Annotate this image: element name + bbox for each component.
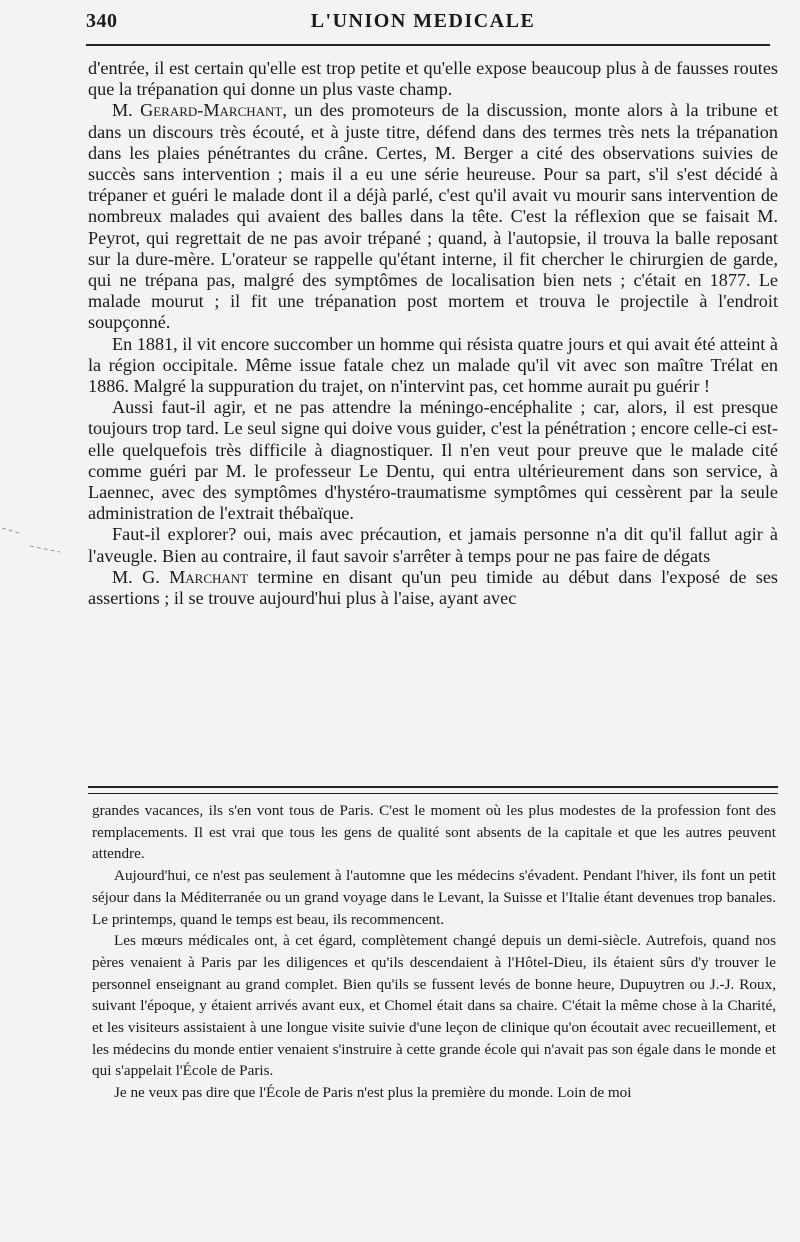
feuilleton-column <box>92 800 776 1104</box>
feuilleton-paragraph-1: grandes vacances, ils s'en vont tous de Paris. C'est le moment où les plus modestes de la profession font des remplacements. Il est vrai que tous les gens de qualité sont absents de la capitale et que les autres peuvent attendre. <box>92 802 776 863</box>
paragraph-6-text: termine en disant qu'un peu timide au début dans l'exposé de ses assertions ; il se trouve aujourd'hui plus à l'aise, ayant avec <box>88 566 778 609</box>
paragraph-3: En 1881, il vit encore succomber un homme qui résista quatre jours et qui avait été atteint à la région occipitale. Même issue fatale chez un malade qu'il vit avec son maître Trélat en 1886. Malgré la suppuration du trajet, on n'intervint pas, cet homme aurait pu guérir ! <box>88 333 778 397</box>
feuilleton-paragraph-4: Je ne veux pas dire que l'École de Paris n'est plus la première du monde. Loin de moi <box>114 1084 632 1102</box>
paragraph-6 <box>88 567 778 609</box>
paragraph-6-prefix: M. G. <box>112 566 170 587</box>
paragraph-4: Aussi faut-il agir, et ne pas attendre la méningo-encéphalite ; car, alors, il est presque toujours trop tard. Le seul signe qui doive vous guider, c'est la pénétration ; encore celle-ci est-elle quelquefois très difficile à diagnostiquer. Il n'en veut pour preuve que le malade cité comme guéri par M. le professeur Le Dentu, qui entra ultérieurement dans son service, à Laennec, avec des symptômes d'hystéro-traumatisme symptômes qui cessèrent par la seule administration de l'extrait thébaïque. <box>88 397 778 524</box>
paragraph-1: d'entrée, il est certain qu'elle est trop petite et qu'elle expose beaucoup plus à de fausses routes que la trépanation qui donne un plus vaste champ. <box>88 58 778 100</box>
running-title: L'UNION MEDICALE <box>310 9 536 32</box>
paragraph-5: Faut-il explorer? oui, mais avec précaution, et jamais personne n'a dit qu'il fallut agir à l'aveugle. Bien au contraire, il faut savoir s'arrêter à temps pour ne pas faire de dégats <box>88 524 778 566</box>
speaker-name-gerard-marchant: Gerard-Marchant <box>140 100 283 121</box>
header-rule <box>86 44 770 46</box>
paragraph-2 <box>88 100 778 333</box>
feuilleton-paragraph-2: Aujourd'hui, ce n'est pas seulement à l'automne que les médecins s'évadent. Pendant l'hiver, ils font un petit séjour dans la Méditerranée ou un grand voyage dans le Levant, la Suisse et l'Italie étant devenues trop banales. Le printemps, quand le temps est beau, ils recommencent. <box>92 867 776 928</box>
paragraph-2-text: , un des promoteurs de la discussion, monte alors à la tribune et dans un discours très écouté, et à juste titre, défend dans des termes très nets la trépanation dans les plaies pénétrantes du crâne. Certes, M. Berger a cité des observations suivies de succès sans intervention ; mais il a eu une série heureuse. Pour sa part, s'il s'est décidé à trépaner et guéri le malade dont il a déjà parlé, c'est qu'il avait vu mourir sans intervention de nombreux malades qui avaient des balles dans la tête. C'est la réflexion que se faisait M. Peyrot, qui regrettait de ne pas avoir trépané ; quand, à l'autopsie, il trouva la balle reposant sur la dure-mère. L'orateur se rappelle qu'étant interne, il fit chercher le chirurgien de garde, qui ne trépana pas, malgré des symptômes de localisation bien nets ; c'était en 1877. Le malade mourut ; il fit une trépanation post mortem et trouva le projectile à l'endroit soupçonné. <box>88 100 779 333</box>
feuilleton-paragraph-3: Les mœurs médicales ont, à cet égard, complètement changé depuis un demi-siècle. Autrefois, quand nos pères venaient à Paris par les diligences et qu'ils descendaient à l'Hôtel-Dieu, ils étaient sûrs d'y trouver le personnel enseignant au grand complet. Bien qu'ils se fussent levés de bonne heure, Dupuytren ou J.-J. Roux, suivant l'époque, y étaient arrivés avant eux, et Chomel était dans sa chaire. C'était la même chose à la Charité, et les visiteurs assistaient à une longue visite suivie d'une leçon de clinique qu'on écoutait avec recueillement, et les médecins du monde entier venaient s'instruire à cette grande école qui n'avait pas son égale dans le monde et qui s'appelait l'École de Paris. <box>92 932 776 1080</box>
feuilleton-separator-rule <box>88 786 778 794</box>
paragraph-2-prefix: M. <box>112 100 141 121</box>
margin-pencil-mark <box>0 520 70 560</box>
main-column <box>88 58 778 609</box>
page-header <box>86 6 760 36</box>
page-number: 340 <box>86 9 118 32</box>
speaker-name-marchant: Marchant <box>169 566 249 587</box>
